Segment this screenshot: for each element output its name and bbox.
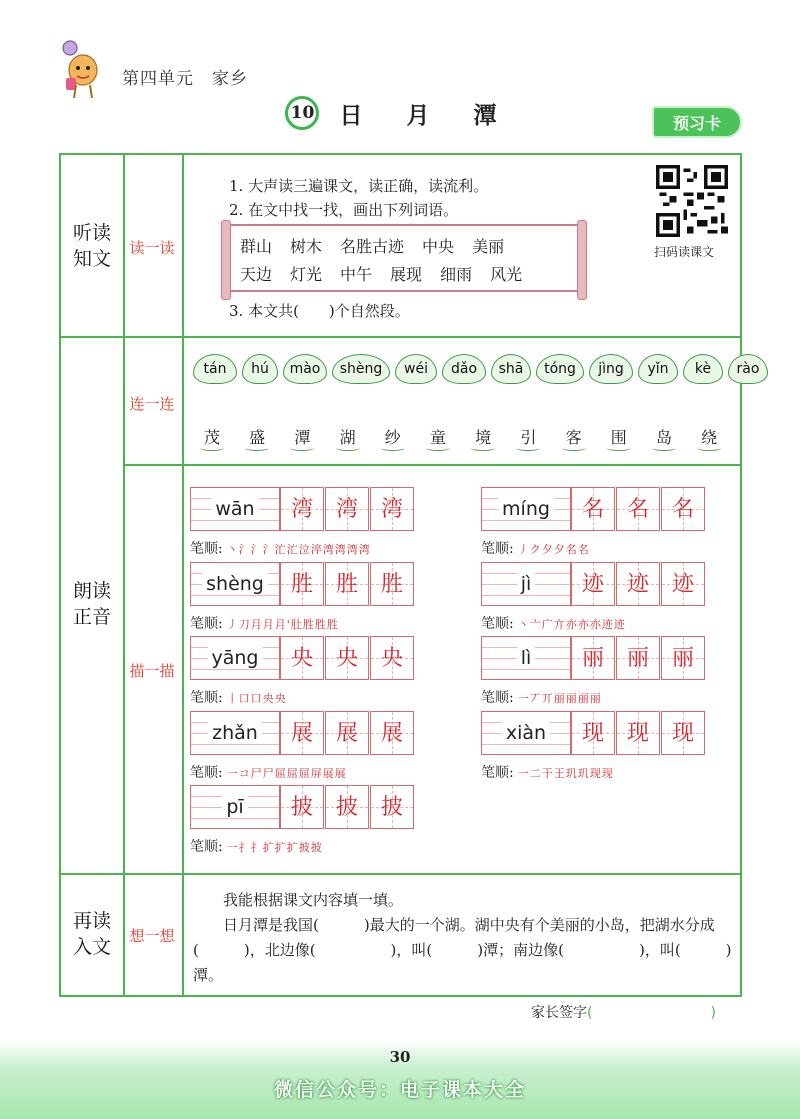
vocab-word: 天边 [240,265,273,284]
tracing-cell[interactable]: 央 [280,636,324,680]
wechat-banner: 微信公众号：电子课本大全 [273,1079,526,1101]
tracing-cell[interactable]: 湾 [325,487,369,531]
pinyin-leaf[interactable]: yǐn [638,354,678,384]
stroke-order: 笔顺: 一丆丌丽丽丽丽 [481,690,602,706]
pinyin-box: zhǎn [190,711,280,755]
pinyin-leaf[interactable]: dǎo [442,354,486,384]
tracing-cell[interactable]: 名 [616,487,660,531]
link-character[interactable]: 围 [599,425,639,448]
tracing-cell[interactable]: 名 [571,487,615,531]
tracing-cell[interactable]: 央 [370,636,414,680]
section-label-listen: 听读 知文 [72,222,111,270]
parent-signature[interactable]: 家长签字( ) [531,1005,716,1021]
link-character[interactable]: 岛 [644,425,684,448]
sub-label-trace: 描一描 [129,662,175,680]
tracing-cell[interactable]: 胜 [280,562,324,606]
lesson-title: 日 月 潭 [339,101,515,129]
tracing-cell[interactable]: 湾 [280,487,324,531]
vocab-word: 名胜古迹 [340,237,405,256]
pinyin-leaf[interactable]: tóng [536,354,584,384]
vocab-word: 风光 [490,265,523,284]
pinyin-box: jì [481,562,571,606]
tracing-cell[interactable]: 披 [280,785,324,829]
link-character[interactable]: 湖 [328,425,368,448]
tracing-cell[interactable]: 迹 [661,562,705,606]
lesson-number: 10 [285,96,319,130]
pinyin-box: xiàn [481,711,571,755]
link-character[interactable]: 境 [463,425,503,448]
tracing-cell[interactable]: 现 [661,711,705,755]
unit-heading: 第四单元 家乡 [122,69,248,89]
tracing-cell[interactable]: 披 [325,785,369,829]
word-scroll [229,224,579,292]
stroke-order: 笔顺: 丶亠广亣亦亦亦迹迹 [481,615,626,632]
vocab-word: 展现 [390,265,423,284]
tracing-cell[interactable]: 名 [661,487,705,531]
pinyin-leaf[interactable]: tán [193,354,237,384]
vocab-word: 树木 [290,237,323,256]
link-character[interactable]: 引 [508,425,548,448]
link-character[interactable]: 纱 [373,425,413,448]
mascot-icon [58,38,108,100]
link-character[interactable]: 绕 [689,425,729,448]
pinyin-box: yāng [190,636,280,680]
pinyin-box: míng [481,487,571,531]
fill-in-passage[interactable] [193,888,733,988]
tracing-cell[interactable]: 展 [370,711,414,755]
pinyin-leaf[interactable]: shèng [332,354,390,384]
section-label-pronounce: 朗读 正音 [72,580,111,628]
read-task-3: 3. 本文共( )个自然段。 [229,302,410,320]
fill-intro: 我能根据课文内容填一填。 [223,891,404,909]
qr-label: 扫码读课文 [654,245,715,259]
preview-card-tag: 预习卡 [652,106,742,138]
sub-label-think: 想一想 [129,927,175,945]
sub-label-read: 读一读 [129,239,175,257]
sub-label-link: 连一连 [129,395,175,413]
section-label-reread: 再读 入文 [72,910,111,958]
link-character[interactable]: 童 [418,425,458,448]
tracing-cell[interactable]: 丽 [661,636,705,680]
pinyin-box: pī [190,785,280,829]
read-task-2: 2. 在文中找一找，画出下列词语。 [229,201,459,219]
tracing-cell[interactable]: 展 [325,711,369,755]
pinyin-leaf[interactable]: rào [728,354,768,384]
stroke-order: 笔顺: 丿刀月月月'肚胜胜胜 [190,615,339,632]
pinyin-leaf[interactable]: mào [283,354,327,384]
tracing-cell[interactable]: 丽 [616,636,660,680]
vocab-word: 群山 [240,237,273,256]
stroke-order: 笔顺: 一扌扌扩扩扩披披 [190,839,323,855]
tracing-cell[interactable]: 现 [571,711,615,755]
read-task-1: 1. 大声读三遍课文，读正确，读流利。 [229,177,489,195]
link-character[interactable]: 盛 [237,425,277,448]
tracing-cell[interactable]: 湾 [370,487,414,531]
vocab-word: 中午 [340,265,373,284]
tracing-cell[interactable]: 迹 [571,562,615,606]
tracing-cell[interactable]: 丽 [571,636,615,680]
pinyin-leaf[interactable]: shā [491,354,531,384]
pinyin-leaf[interactable]: hú [242,354,278,384]
vocab-word: 细雨 [440,265,473,284]
stroke-order: 笔顺: 丨口口央央 [190,690,287,706]
pinyin-box: lì [481,636,571,680]
tracing-cell[interactable]: 展 [280,711,324,755]
vocab-word: 中央 [422,237,455,256]
link-character[interactable]: 客 [554,425,594,448]
tracing-cell[interactable]: 胜 [370,562,414,606]
tracing-cell[interactable]: 迹 [616,562,660,606]
tracing-cell[interactable]: 胜 [325,562,369,606]
pinyin-leaf[interactable]: wéi [395,354,437,384]
stroke-order: 笔顺: 一二干王玑玑现现 [481,764,614,781]
page-number: 30 [389,1048,411,1066]
pinyin-leaf[interactable]: jìng [589,354,633,384]
pinyin-box: wān [190,487,280,531]
tracing-cell[interactable]: 现 [616,711,660,755]
fill-paragraph: 日月潭是我国( )最大的一个湖。湖中央有个美丽的小岛，把湖水分成( )，北边像( )，叫( )潭；南边像( )，叫( )潭。 [193,916,732,984]
qr-code-icon[interactable] [656,165,728,237]
stroke-order: 笔顺: 一コ尸尸屈屈屈屏展展 [190,764,347,781]
tracing-cell[interactable]: 披 [370,785,414,829]
pinyin-box: shèng [190,562,280,606]
vocab-word: 灯光 [290,265,323,284]
link-character[interactable]: 潭 [282,425,322,448]
pinyin-leaf[interactable]: kè [683,354,723,384]
stroke-order: 笔顺: 丶氵氵氵汒汒泣淬湾湾湾湾 [190,541,371,557]
tracing-cell[interactable]: 央 [325,636,369,680]
vocab-word: 美丽 [472,237,505,256]
stroke-order: 笔顺: 丿ク夕夕名名 [481,541,590,557]
link-character[interactable]: 茂 [192,425,232,448]
